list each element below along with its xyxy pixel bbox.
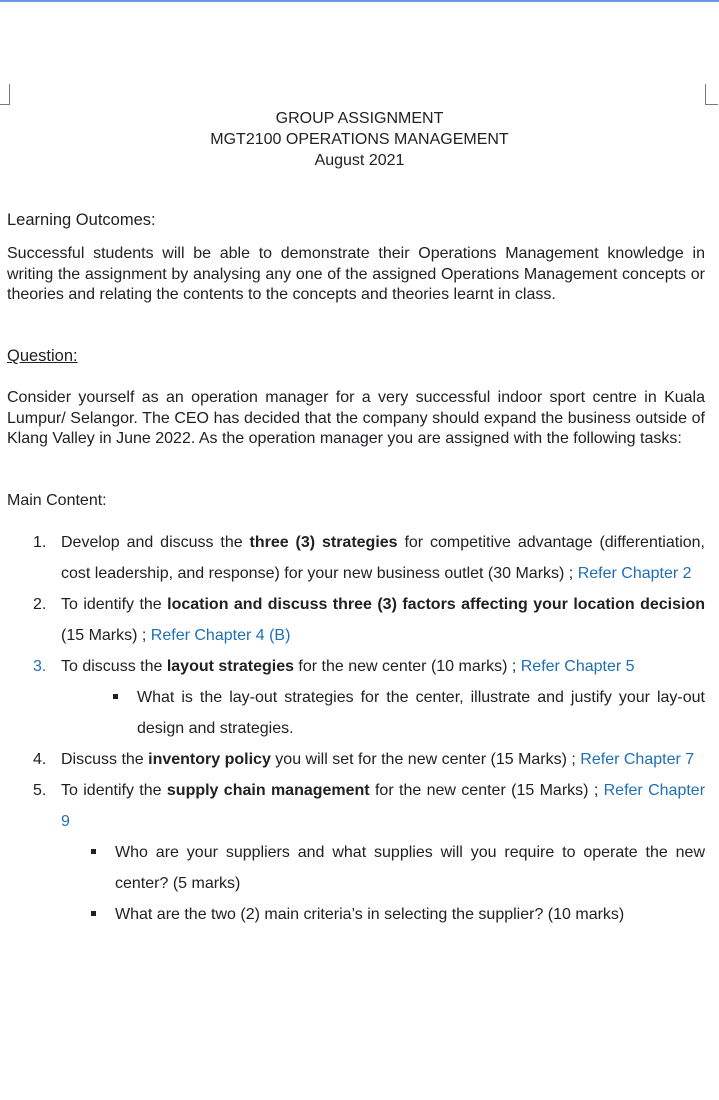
task-number: 1. [33, 534, 47, 551]
task-text-post: you will set for the new center (15 Marks) ; [270, 751, 581, 768]
task-number: 4. [33, 751, 47, 768]
task-sub-text: Who are your suppliers and what supplies will you require to operate the new center? (5 marks) [115, 844, 705, 892]
task-text: Discuss the [61, 751, 149, 768]
document-header [0, 108, 719, 171]
header-title: GROUP ASSIGNMENT [275, 110, 444, 127]
task-item [7, 589, 705, 651]
main-content-heading: Main Content: [7, 492, 107, 509]
task-item [7, 651, 705, 682]
task-text: To identify the [61, 782, 167, 799]
square-bullet-icon [91, 849, 96, 854]
task-number: 3. [33, 658, 47, 675]
task-text: To discuss the [61, 658, 167, 675]
square-bullet-icon [91, 911, 96, 916]
header-date: August 2021 [314, 152, 405, 169]
task-bold-text: location and discuss three (3) factors affecting your location decision [167, 596, 706, 613]
task-text: To identify the [61, 596, 168, 613]
task-item [7, 744, 705, 775]
margin-corner-mark-left [0, 84, 10, 105]
learning-outcomes-heading: Learning Outcomes: [7, 211, 156, 229]
learning-outcomes-body: Successful students will be able to demonstrate their Operations Management knowledge in writing the assignment by analysing any one of the assigned Operations Management concepts or theories and relating the contents to the concepts and theories learnt in class. [7, 245, 705, 303]
task-number: 2. [33, 596, 47, 613]
task-sub-item [7, 682, 705, 744]
task-text-post: for the new center (15 Marks) ; [369, 782, 604, 799]
task-list [7, 527, 705, 930]
question-heading: Question: [7, 347, 78, 365]
task-sub-item [7, 837, 705, 899]
task-bold-text: layout strategies [166, 658, 294, 675]
top-border-line [0, 0, 719, 2]
square-bullet-icon [113, 694, 118, 699]
task-chapter-reference: Refer Chapter 7 [580, 751, 695, 768]
task-text-post: for the new center (10 marks) ; [293, 658, 521, 675]
task-chapter-reference: Refer Chapter 4 (B) [150, 627, 291, 644]
task-chapter-reference: Refer Chapter 9 [61, 782, 706, 830]
task-chapter-reference: Refer Chapter 5 [520, 658, 635, 675]
header-course: MGT2100 OPERATIONS MANAGEMENT [210, 131, 509, 148]
task-bold-text: three (3) strategies [249, 534, 398, 551]
task-sub-text: What is the lay-out strategies for the center, illustrate and justify your lay-out design and strategies. [137, 689, 705, 737]
task-chapter-reference: Refer Chapter 2 [577, 565, 692, 582]
task-sub-item [7, 899, 705, 930]
task-bold-text: supply chain management [166, 782, 370, 799]
task-text-post: for competitive advantage (differentiation, cost leadership, and response) for your new business outlet (30 Marks) ; [61, 534, 705, 582]
task-text: Develop and discuss the [61, 534, 250, 551]
task-item [7, 527, 705, 589]
question-body: Consider yourself as an operation manager for a very successful indoor sport centre in Kuala Lumpur/ Selangor. The CEO has decided that the company should expand the business outside of Klang Valley in June 2022. As the operation manager you are assigned with the following tasks: [7, 389, 705, 447]
task-bold-text: inventory policy [148, 751, 271, 768]
margin-corner-mark-right [705, 84, 718, 105]
task-number: 5. [33, 782, 47, 799]
task-sub-text: What are the two (2) main criteria’s in selecting the supplier? (10 marks) [115, 906, 625, 923]
task-item [7, 775, 705, 837]
task-text-post: (15 Marks) ; [61, 627, 151, 644]
